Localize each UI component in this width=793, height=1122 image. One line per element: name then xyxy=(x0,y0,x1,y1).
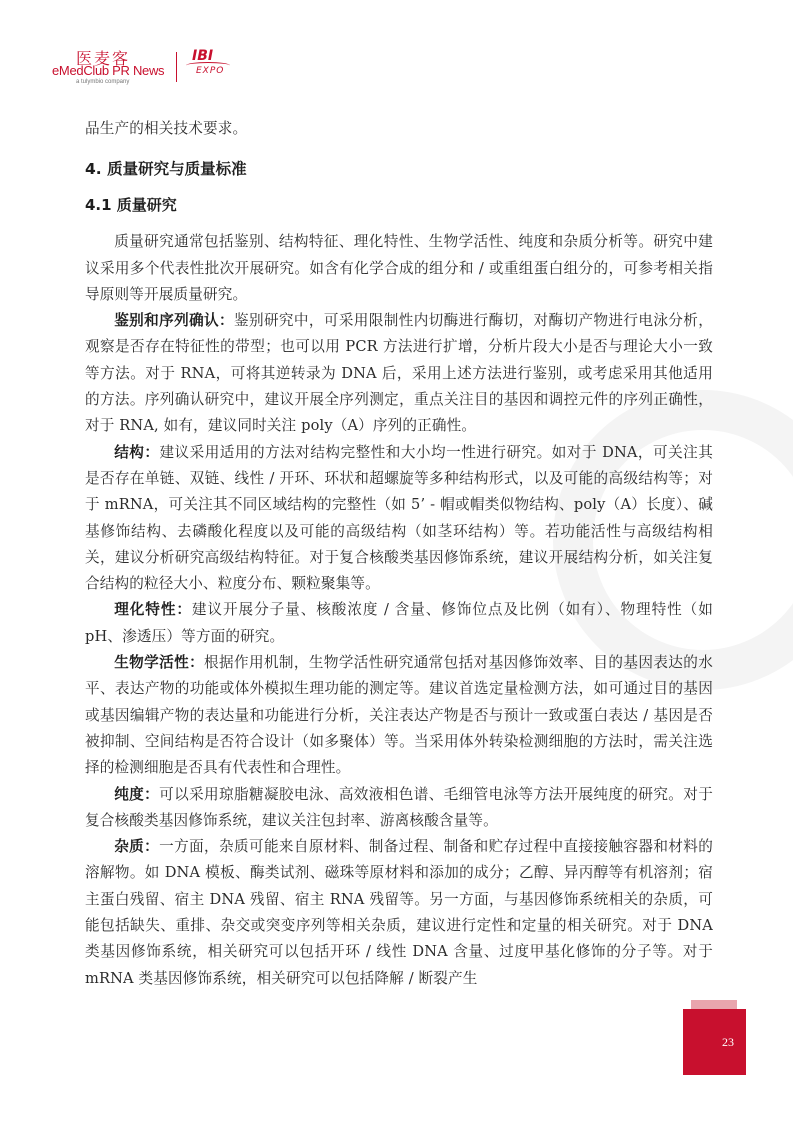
paragraph-lead: 结构： xyxy=(114,443,160,461)
paragraph-text: 一方面，杂质可能来自原材料、制备过程、制备和贮存过程中直接接触容器和材料的溶解物。如 DNA 模板、酶类试剂、磁珠等原材料和添加的成分；乙醇、异丙醇等有机溶剂；宿主蛋白残留、宿主 DNA 残留、宿主 RNA 残留等。另一方面，与基因修饰系统相关的杂质，可能包括缺失、重排、杂交或突变序列等相关杂质，建议进行定性和定量的相关研究。对于 DNA 类基因修饰系统，相关研究可以包括开环 / 线性 DNA 含量、过度甲基化修饰的分子等。对于 mRNA 类基因修饰系统，相关研究可以包括降解 / 断裂产生 xyxy=(85,838,713,987)
paragraph-overview xyxy=(85,229,713,308)
expo-logo xyxy=(186,48,236,84)
paragraph-lead: 理化特性： xyxy=(114,601,192,619)
paragraph-lead: 生物学活性： xyxy=(114,654,205,672)
intro-tail: 品生产的相关技术要求。 xyxy=(85,120,248,137)
page-number: 23 xyxy=(722,1035,734,1049)
brand-name-cn: 医麦客 xyxy=(76,49,131,68)
paragraph-text: 建议开展分子量、核酸浓度 / 含量、修饰位点及比例（如有）、物理特性（如 pH、渗透压）等方面的研究。 xyxy=(85,601,713,645)
paragraph-lead: 纯度： xyxy=(114,785,160,803)
paragraph-text: 建议采用适用的方法对结构完整性和大小均一性进行研究。如对于 DNA，可关注其是否存在单链、双链、线性 / 开环、环状和超螺旋等多种结构形式，以及可能的高级结构等；对于 mRNA，可关注其不同区域结构的完整性（如 5’ - 帽或帽类似物结构、poly（A）长度）、碱基修饰结构、去磷酸化程度以及可能的高级结构（如茎环结构）等。若功能活性与高级结构相关，建议分析研究高级结构特征。对于复合核酸类基因修饰系统，建议开展结构分析，如关注复合结构的粒径大小、粒度分布、颗粒聚集等。 xyxy=(85,443,713,593)
paragraph-identification xyxy=(85,308,713,439)
paragraph-bioactivity xyxy=(85,650,713,781)
header-divider xyxy=(176,52,177,82)
expo-logo-mark: IBI xyxy=(192,48,214,64)
paragraph-lead: 鉴别和序列确认： xyxy=(114,312,234,330)
page-number-badge xyxy=(683,1009,746,1075)
paragraph-text: 鉴别研究中，可采用限制性内切酶进行酶切，对酶切产物进行电泳分析，观察是否存在特征性的带型；也可以用 PCR 方法进行扩增，分析片段大小是否与理论大小一致等方法。对于 RNA，可将其逆转录为 DNA 后，采用上述方法进行鉴别，或考虑采用其他适用的方法。序列确认研究中，建议开展全序列测定，重点关注目的基因和调控元件的序列正确性，对于 RNA, 如有，建议同时关注 poly（A）序列的正确性。 xyxy=(85,312,713,435)
section-title: 4. 质量研究与质量标准 xyxy=(85,160,247,179)
paragraph-text: 质量研究通常包括鉴别、结构特征、理化特性、生物学活性、纯度和杂质分析等。研究中建议采用多个代表性批次开展研究。如含有化学合成的组分和 / 或重组蛋白组分的，可参考相关指导原则等开展质量研究。 xyxy=(85,233,713,303)
paragraph-purity xyxy=(85,782,713,835)
paragraph-lead: 杂质： xyxy=(114,838,160,856)
paragraph-impurities xyxy=(85,834,713,992)
paragraph-text: 根据作用机制，生物学活性研究通常包括对基因修饰效率、目的基因表达的水平、表达产物的功能或体外模拟生理功能的测定等。建议首选定量检测方法，如可通过目的基因或基因编辑产物的表达量和功能进行分析，关注表达产物是否与预计一致或蛋白表达 / 基因是否被抑制、空间结构是否符合设计（如多聚体）等。当采用体外转染检测细胞的方法时，需关注选择的检测细胞是否具有代表性和合理性。 xyxy=(85,654,713,777)
subsection-title: 4.1 质量研究 xyxy=(85,196,177,215)
paragraph-text: 可以采用琼脂糖凝胶电泳、高效液相色谱、毛细管电泳等方法开展纯度的研究。对于复合核酸类基因修饰系统，建议关注包封率、游离核酸含量等。 xyxy=(85,785,713,829)
page-content xyxy=(85,116,713,992)
brand-tagline: a tulymbio company xyxy=(76,79,130,85)
brand-name-en: eMedClub PR News xyxy=(52,63,165,78)
paragraph-structure xyxy=(85,440,713,598)
expo-logo-word: EXPO xyxy=(196,66,225,76)
paragraph-physicochemical xyxy=(85,597,713,650)
